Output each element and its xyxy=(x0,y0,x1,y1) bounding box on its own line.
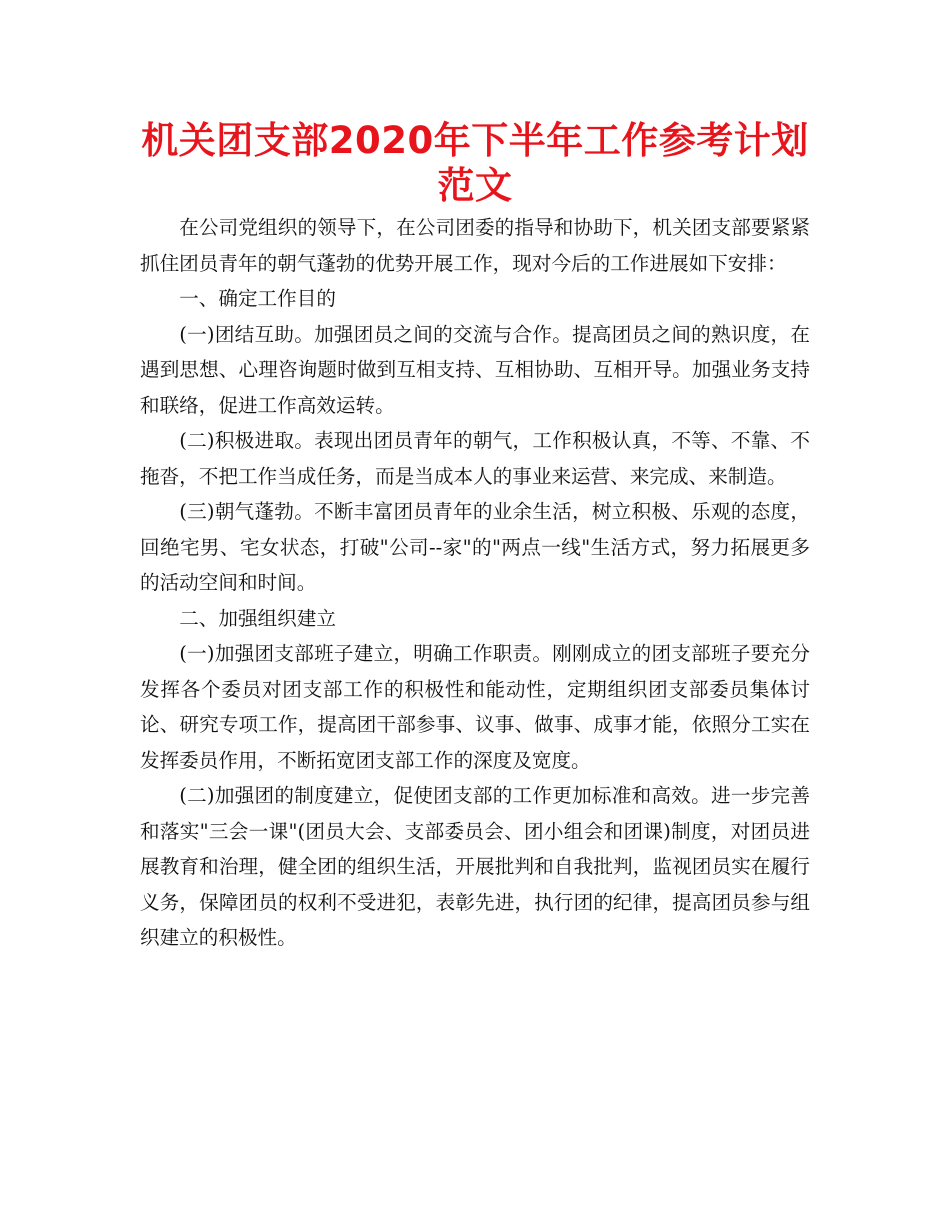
paragraph-vitality: (三)朝气蓬勃。不断丰富团员青年的业余生活，树立积极、乐观的态度，回绝宅男、宅女状态，打破"公司--家"的"两点一线"生活方式，努力拓展更多的活动空间和时间。 xyxy=(140,500,810,594)
intro-paragraph: 在公司党组织的领导下，在公司团委的指导和协助下，机关团支部要紧紧抓住团员青年的朝气蓬勃的优势开展工作，现对今后的工作进展如下安排： xyxy=(140,216,810,275)
section-heading-goals: 一、确定工作目的 xyxy=(179,287,336,310)
paragraph-initiative: (二)积极进取。表现出团员青年的朝气，工作积极认真，不等、不靠、不拖沓，不把工作当成任务，而是当成本人的事业来运营、来完成、来制造。 xyxy=(140,429,810,488)
paragraph-leadership: (一)加强团支部班子建立，明确工作职责。刚刚成立的团支部班子要充分发挥各个委员对团支部工作的积极性和能动性，定期组织团支部委员集体讨论、研究专项工作，提高团干部参事、议事、做事、成事才能，依照分工实在发挥委员作用，不断拓宽团支部工作的深度及宽度。 xyxy=(140,642,810,772)
section-heading-organization: 二、加强组织建立 xyxy=(179,606,336,630)
paragraph-unity: (一)团结互助。加强团员之间的交流与合作。提高团员之间的熟识度，在遇到思想、心理咨询题时做到互相支持、互相协助、互相开导。加强业务支持和联络，促进工作高效运转。 xyxy=(140,322,810,417)
paragraph-system: (二)加强团的制度建立，促使团支部的工作更加标准和高效。进一步完善和落实"三会一课"(团员大会、支部委员会、团小组会和团课)制度，对团员进展教育和治理，健全团的组织生活，开展批判和自我批判，监视团员实在履行义务，保障团员的权利不受进犯，表彰先进，执行团的纪律，提高团员参与组织建立的积极性。 xyxy=(140,784,810,949)
document-body xyxy=(140,210,810,956)
document-title: 机关团支部2020年下半年工作参考计划范文 xyxy=(141,119,809,207)
